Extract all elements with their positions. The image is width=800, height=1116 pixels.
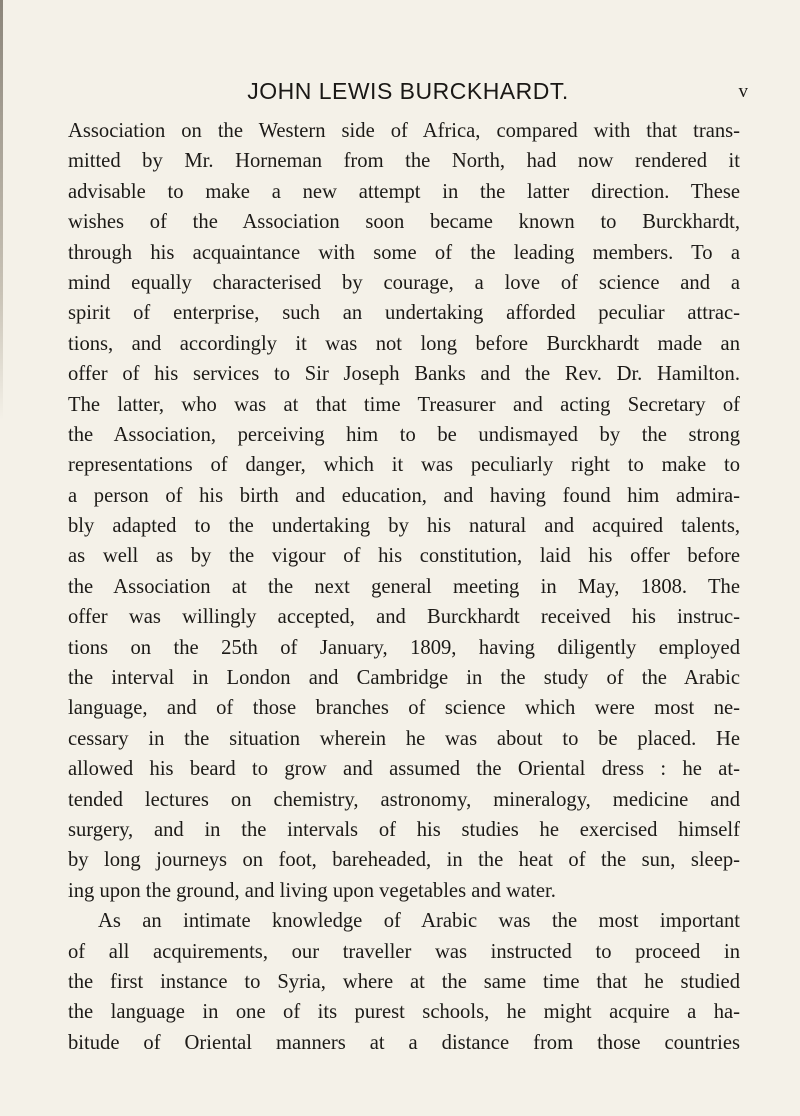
text-line: language, and of those branches of science which were most ne- [68,697,740,720]
text-line: a person of his birth and education, and having found him admira- [68,484,740,507]
text-line: the language in one of its purest schools, he might acquire a ha- [68,1001,740,1024]
text-line: surgery, and in the intervals of his studies he exercised himself [68,818,740,841]
text-line: bly adapted to the undertaking by his natural and acquired talents, [68,515,740,538]
text-line: through his acquaintance with some of the leading members. To a [68,241,740,264]
running-head [68,78,748,108]
text-line: representations of danger, which it was peculiarly right to make to [68,454,740,477]
text-line: mind equally characterised by courage, a love of science and a [68,271,740,294]
text-line: allowed his beard to grow and assumed the Oriental dress : he at- [68,758,740,781]
text-line: tended lectures on chemistry, astronomy, mineralogy, medicine and [68,788,740,811]
text-line: tions on the 25th of January, 1809, having diligently employed [68,636,740,659]
text-line: offer of his services to Sir Joseph Banks and the Rev. Dr. Hamilton. [68,363,740,386]
page-number: v [738,81,748,102]
text-line: ing upon the ground, and living upon vegetables and water. [68,879,556,902]
text-line: of all acquirements, our traveller was instructed to proceed in [68,940,740,963]
text-line: As an intimate knowledge of Arabic was the most important [98,910,740,933]
text-line: the Association, perceiving him to be undismayed by the strong [68,423,740,446]
text-line: advisable to make a new attempt in the latter direction. These [68,180,740,203]
text-line: bitude of Oriental manners at a distance from those countries [68,1031,740,1054]
text-line: the first instance to Syria, where at the same time that he studied [68,970,740,993]
text-line: mitted by Mr. Horneman from the North, had now rendered it [68,150,740,173]
text-line: by long journeys on foot, bareheaded, in the heat of the sun, sleep- [68,849,740,872]
text-line: offer was willingly accepted, and Burckhardt received his instruc- [68,606,740,629]
running-title: JOHN LEWIS BURCKHARDT. [247,78,569,104]
binding-shadow [0,0,3,420]
text-line: tions, and accordingly it was not long before Burckhardt made an [68,332,740,355]
text-line: The latter, who was at that time Treasurer and acting Secretary of [68,393,740,416]
text-line: Association on the Western side of Africa, compared with that trans- [68,120,740,142]
body-text [68,116,740,1058]
text-line: the interval in London and Cambridge in the study of the Arabic [68,667,740,690]
text-line: the Association at the next general meeting in May, 1808. The [68,575,740,598]
text-line: cessary in the situation wherein he was about to be placed. He [68,727,740,750]
text-line: spirit of enterprise, such an undertaking afforded peculiar attrac- [68,302,740,325]
text-line: as well as by the vigour of his constitution, laid his offer before [68,545,740,568]
text-line: wishes of the Association soon became known to Burckhardt, [68,211,740,234]
